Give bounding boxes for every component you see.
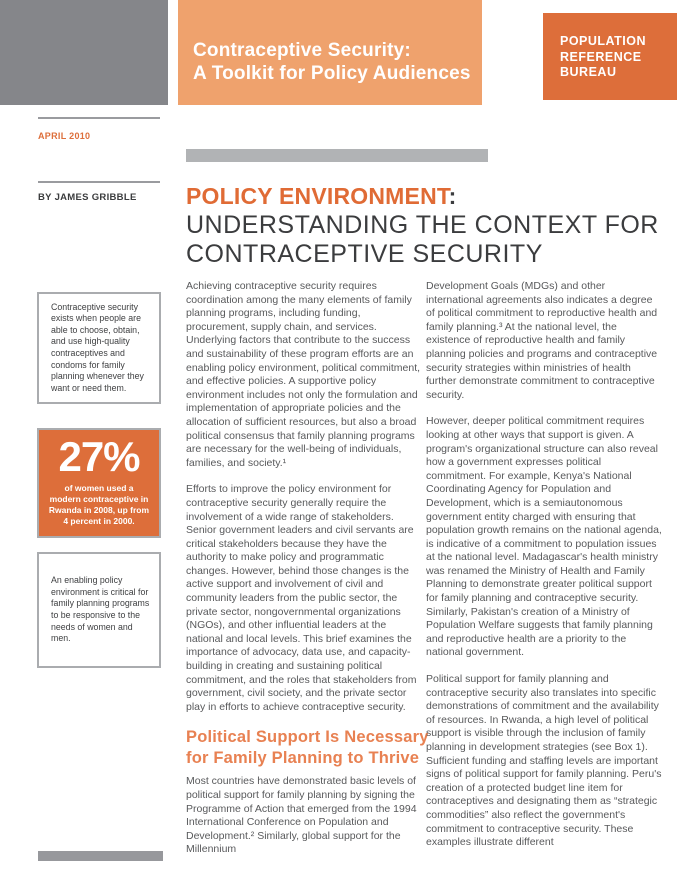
statistic-caption: of women used a modern contraceptive in Rwanda in 2008, up from 4 percent in 2000. [48,483,150,526]
section-heading [186,727,429,769]
paragraph: However, deeper political commitment requires looking at other ways that support is given. A program's organizational structure can also reveal how a government expresses political commitment. For example, Kenya's National Coordinating Agency for Population and Development, which is a semiautonomous government entity charged with ensuring that population growth remains on the national agenda, is indicative of a commitment to population issues at the national level. Madagascar's health ministry was renamed the Ministry of Health and Family Planning to demonstrate greater political support for family planning and contraceptive security. Similarly, Pakistan's creation of a Ministry of Population Welfare suggests that family planning and reproductive health are a priority to the national government. [426,415,662,659]
enabling-text: An enabling policy environment is critical for family planning programs to be responsive to the needs of women and men. [51,575,150,644]
title-line-3: CONTRACEPTIVE SECURITY [186,240,543,268]
section-heading-line: Political Support Is Necessary [186,728,429,747]
title-line-1-text: POLICY ENVIRONMENT [186,183,449,209]
paragraph: Efforts to improve the policy environment for contraceptive security generally require the involvement of a wide range of stakeholders. Senior government leaders and civil servants are critical stakeholders because they have the authority to make policy and programmatic changes. However, behind those changes is the active support and involvement of civil and community leaders from the public sector, the private sector, nongovernmental organizations (NGOs), and other influential leaders at the national and local levels. This brief examines the importance of advocacy, data use, and capacity-building in creating and sustaining political commitment, and the roles that stakeholders from government, civil society, and the private sector play in efforts to achieve contraceptive security. [186,483,417,713]
prb-logo-line: REFERENCE [560,49,642,64]
banner-title-line: Contraceptive Security: [193,40,411,61]
article-column-1 [186,280,429,870]
section-heading-line: for Family Planning to Thrive [186,749,420,768]
document-title [186,182,691,269]
banner-title-line: A Toolkit for Policy Audiences [193,62,471,84]
paragraph: Achieving contraceptive security requires coordination among the many elements of family planning programs, including funding, procurement, supply chain, and services. Underlying factors that contribute to the success and sustainability of these program efforts are an enabling policy environment, political commitment, and effective policies. A supportive policy environment includes not only the formulation and implementation of appropriate policies and the allocation of sufficient resources, but also a broad political consensus that family planning programs are necessary for the well-being of individuals, families, and society.¹ [186,280,421,469]
definition-callout-box [37,292,161,404]
title-line-2: UNDERSTANDING THE CONTEXT FOR [186,211,659,239]
title-colon: : [448,183,457,209]
paragraph: Most countries have demonstrated basic levels of political support for family planning by signing the Programme of Action that emerged from the 1994 International Conference on Population and Development.² Similarly, global support for the Millennium [186,775,417,856]
footer-bar [38,851,163,861]
title-line-1 [186,182,691,211]
prb-logo [543,13,677,100]
paragraph: Political support for family planning and contraceptive security also translates into specific demonstrations of commitment and the availability of resources. In Rwanda, a high level of political support is visible through the inclusion of family planning in development strategies (see Box 1). Sufficient funding and staffing levels are important signs of political support for family planning. Peru's creation of a protected budget line item for contraceptives and designating them as “strategic commodities” also reflect the government's commitment to contraceptive security. These examples illustrate different [426,673,662,849]
issue-date: APRIL 2010 [38,131,91,141]
definition-text: Contraceptive security exists when people are able to choose, obtain, and use high-quality contraceptives and condoms for family planning whenever they want or need them. [51,301,144,393]
paragraph: Development Goals (MDGs) and other international agreements also indicates a degree of political commitment to reproductive health and family planning.³ At the national level, the existence of reproductive health and family planning policies and programs and contraceptive security strategies within ministries of health further demonstrate commitment to contraceptive security. [426,280,658,401]
enabling-callout-box [37,552,161,668]
title-accent-bar [186,149,488,162]
prb-logo-line: POPULATION [560,34,647,48]
prb-logo-line: BUREAU [560,65,617,79]
divider-rule [38,181,160,183]
masthead-gray-square [0,0,168,105]
author-byline: BY JAMES GRIBBLE [38,192,137,203]
article-column-2 [426,280,662,863]
divider-rule [38,117,160,119]
masthead-banner [178,0,482,105]
statistic-callout-box [37,428,161,538]
statistic-value: 27% [58,433,140,480]
